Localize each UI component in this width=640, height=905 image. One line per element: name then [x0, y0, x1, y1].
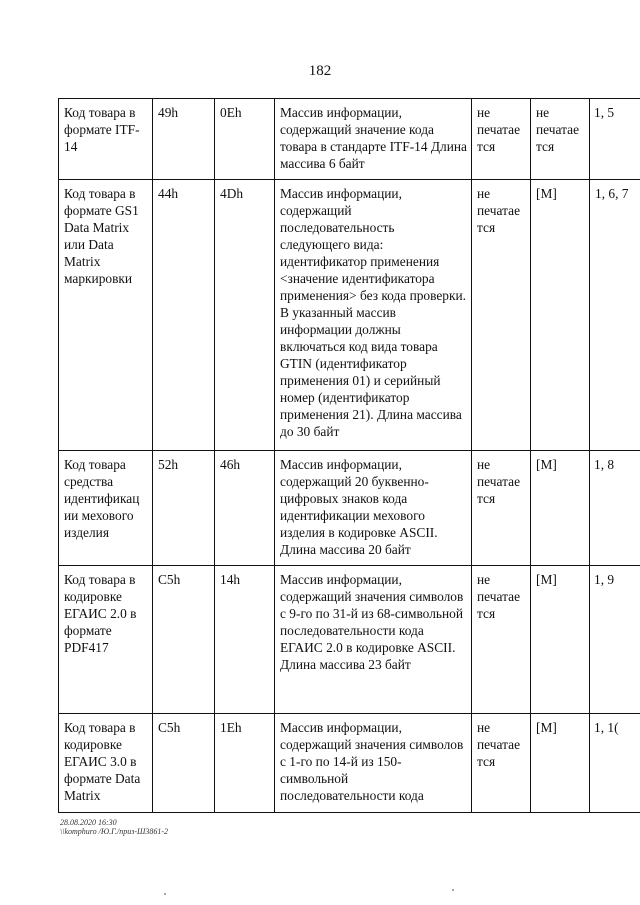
electronic-form-cell: не печатае тся [531, 99, 590, 180]
description-cell: Массив информации, содержащий последовательность следующего вида: идентификатор применения <значение идентификатора применения> без кода проверки. В указанный массив информации должны включаться код вида товара GTIN (идентификатор применения 01) и серийный номер (идентификатор применения 21). Длина массива до 30 байт [275, 180, 472, 451]
requisite-name-cell: Код товара средства идентификац ии мехового изделия [59, 451, 153, 566]
requisite-name-cell: Код товара в формате GS1 Data Matrix или Data Matrix маркировки [59, 180, 153, 451]
notes-cell: 1, 8 [590, 451, 640, 566]
tlv-cell: 0Eh [215, 99, 275, 180]
print-form-cell: не печатае тся [472, 566, 531, 714]
notes-cell: 1, 6, 7 [590, 180, 640, 451]
notes-cell: 1, 5 [590, 99, 640, 180]
requisite-name-cell: Код товара в кодировке ЕГАИС 3.0 в формате Data Matrix [59, 714, 153, 813]
electronic-form-cell: [M] [531, 714, 590, 813]
table-row [59, 714, 640, 813]
table-row [59, 451, 640, 566]
requisite-name-cell: Код товара в кодировке ЕГАИС 2.0 в формате PDF417 [59, 566, 153, 714]
table-row [59, 180, 640, 451]
requisites-table [58, 98, 640, 813]
tlv-cell: 46h [215, 451, 275, 566]
tlv-cell: 4Dh [215, 180, 275, 451]
notes-cell: 1, 9 [590, 566, 640, 714]
tag-cell: C5h [153, 566, 215, 714]
tag-cell: 49h [153, 99, 215, 180]
print-form-cell: не печатае тся [472, 180, 531, 451]
tag-cell: 44h [153, 180, 215, 451]
description-cell: Массив информации, содержащий значение кода товара в стандарте ITF-14 Длина массива 6 байт [275, 99, 472, 180]
notes-cell: 1, 1( [590, 714, 640, 813]
print-form-cell: не печатае тся [472, 99, 531, 180]
print-form-cell: не печатае тся [472, 451, 531, 566]
tlv-cell: 1Eh [215, 714, 275, 813]
page-number: 182 [308, 63, 332, 79]
table-row [59, 566, 640, 714]
document-stamp-footer [60, 818, 168, 836]
description-cell: Массив информации, содержащий значения символов с 1-го по 14-й из 150-символьной последовательности кода [275, 714, 472, 813]
scan-artifact [452, 889, 454, 891]
tag-cell: 52h [153, 451, 215, 566]
scan-artifact [164, 893, 166, 895]
electronic-form-cell: [M] [531, 566, 590, 714]
description-cell: Массив информации, содержащий значения символов с 9-го по 31-й из 68-символьной последовательности кода ЕГАИС 2.0 в кодировке ASCII. Длина массива 23 байт [275, 566, 472, 714]
table-row [59, 99, 640, 180]
requisite-name-cell: Код товара в формате ITF-14 [59, 99, 153, 180]
electronic-form-cell: [M] [531, 451, 590, 566]
tag-cell: C5h [153, 714, 215, 813]
description-cell: Массив информации, содержащий 20 буквенно-цифровых знаков кода идентификации мехового изделия в кодировке ASCII. Длина массива 20 байт [275, 451, 472, 566]
timestamp-text: 28.08.2020 16:30 [60, 818, 117, 827]
print-form-cell: не печатае тся [472, 714, 531, 813]
tlv-cell: 14h [215, 566, 275, 714]
signature-text: \\komphuro /Ю.Г./приз-Ш3861-2 [60, 827, 169, 836]
electronic-form-cell: [M] [531, 180, 590, 451]
